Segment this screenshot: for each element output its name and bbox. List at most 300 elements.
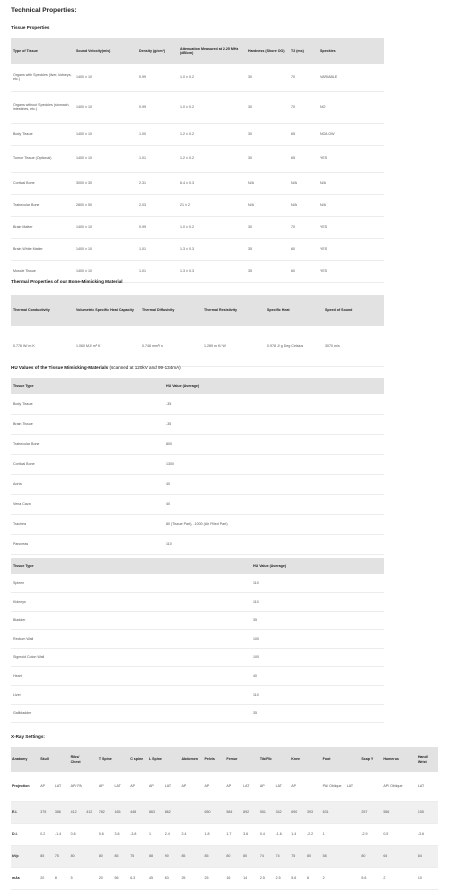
table-cell: 85 [180,845,203,867]
table-cell: 80 [70,845,86,867]
table-cell: -2.9 [360,823,382,845]
column-header: Tissue Type [11,378,164,394]
table-cell: 0.4 [259,823,275,845]
column-header [114,747,130,772]
table-cell: 65 [289,145,318,172]
column-header [404,747,417,772]
column-header: Femur [225,747,242,772]
table-cell: 75 [129,845,148,867]
table-cell: Cortical Bone [11,454,164,474]
table-cell: 25 [180,867,203,889]
table-cell: 1.01 [137,238,178,260]
hu-values-table-2 [11,558,384,723]
column-header: Speckles [318,38,384,64]
table-cell: 35 [251,611,384,630]
table-cell: LAT [54,772,70,801]
table-cell: PA/ Oblique [322,772,346,801]
table-cell: 2 [322,867,346,889]
table-cell: LAT [417,772,438,801]
column-header: C spine [129,747,148,772]
table-row [11,194,384,216]
table-cell: YES [318,216,384,238]
table-cell: N/A [289,194,318,216]
table-cell: 60 [289,238,318,260]
thermal-properties-table [11,295,384,367]
table-cell: Liver [11,686,251,705]
table-cell: 21 ± 2 [178,194,246,216]
hu-values-heading: HU Values of the Tissue Mimicking-Materials (scanned at 120kV and 99-134mA) [11,365,181,370]
table-cell: 40 [251,667,384,686]
table-cell: 5.6 [360,867,382,889]
column-header: Volumetric Specific Heat Capacity [74,295,140,326]
table-cell: 35 [246,260,289,282]
column-header: Ribs/ Chest [70,747,86,772]
table-row [11,593,384,612]
page-title: Technical Properties: [11,7,77,14]
table-cell: 1.2 ± 0.2 [178,145,246,172]
table-cell: 88 [148,845,164,867]
column-header: Tissue Type [11,558,251,574]
table-cell: N/A [318,194,384,216]
table-cell: 2800 ± 50 [74,194,137,216]
table-row [11,238,384,260]
table-header-row [11,378,384,394]
table-cell: 85 [114,845,130,867]
column-header: T Spine [98,747,114,772]
table-row [11,326,384,366]
table-row [11,91,384,123]
table-cell: 0.99 [137,64,178,91]
table-cell: AP/ Oblique [382,772,404,801]
column-header: Thermal Resistivity [202,295,265,326]
table-cell: AP [180,772,203,801]
table-cell: -35 [164,414,384,434]
table-cell: -2.2 [306,823,322,845]
table-cell: -35 [164,394,384,414]
table-cell: Organs with Speckles (liver, kidneys, etc.) [11,64,74,91]
table-row [11,611,384,630]
table-row [11,172,384,194]
table-cell: 20 [39,867,54,889]
column-header [85,747,98,772]
table-cell: 551 [259,801,275,823]
table-cell: 0.2 [39,823,54,845]
table-cell: 375 [39,801,54,823]
table-cell: 0.99 [137,216,178,238]
table-cell: Heart [11,667,251,686]
table-row [11,474,384,494]
table-cell: 1.01 [137,145,178,172]
table-cell: 80 [98,845,114,867]
tissue-properties-heading: Tissue Properties [11,25,50,30]
table-cell [404,867,417,889]
table-cell: 100 [251,630,384,649]
table-row [11,574,384,593]
table-cell: AP [259,772,275,801]
table-cell: 60 [289,260,318,282]
table-cell: 20 [98,867,114,889]
column-header [306,747,322,772]
row-header: D.I. [11,823,39,845]
hu-values-table-1 [11,378,384,555]
table-cell: Brain Matter [11,216,74,238]
table-cell: 165 [114,801,130,823]
table-cell: 1400 ± 10 [74,91,137,123]
table-cell [85,823,98,845]
table-cell [85,772,98,801]
table-cell: 584 [225,801,242,823]
table-cell: N/A [246,172,289,194]
table-cell: Tumor Tissue (Optional) [11,145,74,172]
table-cell: 412 [70,801,86,823]
table-cell [306,772,322,801]
table-cell: 110 [251,574,384,593]
table-row [11,64,384,91]
table-cell: 75 [290,845,306,867]
table-cell [346,867,361,889]
table-cell: 70 [289,91,318,123]
table-cell: 2.31 [137,172,178,194]
table-cell: 30 [246,64,289,91]
table-header-row [11,38,384,64]
table-cell: 25 [203,867,225,889]
column-header: Thermal Conductivity [11,295,74,326]
column-header: Attenuation Measured at 2.25 MHz (dB/cm) [178,38,246,64]
table-cell: Body Tissue [11,394,164,414]
table-cell: 30 [246,91,289,123]
table-cell: 3.6 [114,823,130,845]
table-row [11,123,384,145]
table-cell [404,823,417,845]
table-cell: 84 [417,845,438,867]
table-cell [346,845,361,867]
column-header: Type of Tissue [11,38,74,64]
table-cell: 0.5 [382,823,404,845]
table-cell: 1.8 [203,823,225,845]
table-cell: 1.0 ± 0.2 [178,64,246,91]
table-cell: 10 [417,867,438,889]
thermal-properties-heading: Thermal Properties of our Bone-Mimicking Material [11,279,123,284]
column-header: Skull [39,747,54,772]
table-cell: 800 [164,434,384,454]
table-cell: AP [290,772,306,801]
column-header: Pelvis [203,747,225,772]
table-cell: 1400 ± 10 [74,216,137,238]
table-cell [404,772,417,801]
table-cell: 3.6 [242,823,259,845]
table-cell: 257 [360,801,382,823]
column-header: Sound Velocity(m/s) [74,38,137,64]
table-cell [360,772,382,801]
table-cell: 40 [164,494,384,514]
table-cell: 85 [203,845,225,867]
table-cell: 6.3 [129,867,148,889]
table-cell: 63 [164,867,181,889]
table-cell: 1.3 ± 0.3 [178,260,246,282]
table-cell: 45 [148,867,164,889]
table-row [11,534,384,554]
table-cell: 1300 [164,454,384,474]
table-cell: 1.00 [137,123,178,145]
table-cell: 1.0 ± 0.2 [178,91,246,123]
table-cell: Brain Tissue [11,414,164,434]
table-cell: Cortical Bone [11,172,74,194]
table-cell: AP [39,772,54,801]
table-cell: 65 [289,123,318,145]
column-header: Hand/ Wrist [417,747,438,772]
table-row [11,494,384,514]
table-cell: 110 [164,534,384,554]
table-row [11,867,438,889]
table-cell: 386 [54,801,70,823]
table-cell: 110 [251,686,384,705]
table-cell: Sigmoid Colon Wall [11,648,251,667]
column-header: Humerus [382,747,404,772]
table-cell: 110 [251,593,384,612]
table-cell: 56 [114,867,130,889]
table-row [11,686,384,705]
table-cell: 0.6 [98,823,114,845]
table-cell: AP [129,772,148,801]
table-cell [180,801,203,823]
table-cell: 5 [70,867,86,889]
column-header: Density (g/cm³) [137,38,178,64]
table-cell: -1.6 [275,823,291,845]
table-cell: 40 [164,474,384,494]
table-cell: 1.289 m K/ W [202,326,265,366]
table-cell: 14 [242,867,259,889]
table-cell: 448 [129,801,148,823]
table-cell: Pancreas [11,534,164,554]
table-cell: 80 [306,845,322,867]
table-row [11,801,438,823]
table-cell: 1 [322,823,346,845]
table-cell: 3000 ± 30 [74,172,137,194]
table-row [11,823,438,845]
table-cell [85,867,98,889]
table-cell: 342 [275,801,291,823]
table-row [11,454,384,474]
table-cell: -1.4 [54,823,70,845]
table-cell: AP [225,772,242,801]
table-cell: Body Tissue [11,123,74,145]
table-cell: Trachea [11,514,164,534]
table-cell: Gallbladder [11,704,251,723]
table-cell: 0.6 [70,823,86,845]
table-cell: 80 [242,845,259,867]
row-header: E.I. [11,801,39,823]
table-cell [404,845,417,867]
table-cell: Rectum Wall [11,630,251,649]
table-cell: 8 [54,867,70,889]
column-header [242,747,259,772]
table-cell: 75 [54,845,70,867]
table-cell: LAT [275,772,291,801]
table-cell: 0.99 [137,91,178,123]
table-cell: 1400 ± 10 [74,64,137,91]
table-cell [346,823,361,845]
table-cell: 1400 ± 10 [74,260,137,282]
table-header-row [11,747,438,772]
table-cell: 2 [382,867,404,889]
table-cell: 631 [322,801,346,823]
table-cell: 5.6 [290,867,306,889]
table-cell [85,845,98,867]
column-header: Tib/Fib [259,747,275,772]
table-cell: Kidneys [11,593,251,612]
column-header [275,747,291,772]
table-cell: 2.5 [259,867,275,889]
table-cell: 1 [148,823,164,845]
table-cell: 74 [275,845,291,867]
table-cell: -3.8 [129,823,148,845]
table-cell: 2.4 [180,823,203,845]
column-header: L Spine [148,747,164,772]
table-cell: AP [148,772,164,801]
table-cell: 3070 m/s [323,326,384,366]
table-cell: 58 [322,845,346,867]
table-cell: 1400 ± 10 [74,238,137,260]
table-cell: 412 [85,801,98,823]
table-row [11,648,384,667]
table-cell: 1.01 [137,260,178,282]
column-header [164,747,181,772]
table-cell: 863 [148,801,164,823]
column-header [54,747,70,772]
table-cell: 556 [382,801,404,823]
table-cell: 6.4 ± 0.3 [178,172,246,194]
column-header: HU Value (Average) [164,378,384,394]
table-cell: LAT [164,772,181,801]
table-cell: 80 [360,845,382,867]
table-cell: Vena Cava [11,494,164,514]
table-cell: Trabecular Bone [11,194,74,216]
table-row [11,667,384,686]
table-cell: Bladder [11,611,251,630]
table-cell: N/A [246,194,289,216]
table-cell: 1.4 [290,823,306,845]
table-cell: VARIABLE [318,64,384,91]
table-cell: 650 [203,801,225,823]
table-cell: 8 [306,867,322,889]
table-cell: Organs without Speckles (stomach, intestines, etc.) [11,91,74,123]
table-cell: 2.4 [164,823,181,845]
table-cell: 30 [246,216,289,238]
column-header [346,747,361,772]
table-cell: 1.2 ± 0.2 [178,123,246,145]
column-header: Foot [322,747,346,772]
table-row [11,630,384,649]
table-cell: AP [203,772,225,801]
table-cell [404,801,417,823]
table-cell: 100 [251,648,384,667]
table-row [11,434,384,454]
column-header: Hardness (Shore OO) [246,38,289,64]
column-header: HU Value (Average) [251,558,384,574]
table-cell: NO/LOW [318,123,384,145]
table-row [11,514,384,534]
table-cell: LAT [242,772,259,801]
row-header: Anatomy [11,747,39,772]
table-cell: AP/ PA [70,772,86,801]
table-cell: 690 [290,801,306,823]
table-cell: 393 [306,801,322,823]
column-header: Thermal Diffusivity [140,295,202,326]
xray-settings-heading: X-Ray Settings: [11,734,45,739]
xray-settings-table [11,747,438,890]
row-header: kVp [11,845,39,867]
table-cell: Aorta [11,474,164,494]
column-header: Abdomen [180,747,203,772]
table-cell: 64 [382,845,404,867]
table-cell: 0.746 mm²/ s [140,326,202,366]
table-row [11,772,438,801]
column-header: Speed of Sound [323,295,384,326]
table-cell: AP [98,772,114,801]
table-cell: 155 [417,801,438,823]
table-cell [346,801,361,823]
table-cell: Brain White Matter [11,238,74,260]
table-cell: 1.7 [225,823,242,845]
table-cell: YES [318,238,384,260]
table-cell: LAT [114,772,130,801]
tissue-properties-table [11,38,384,283]
table-header-row [11,295,384,326]
table-row [11,145,384,172]
row-header: mAs [11,867,39,889]
table-cell: 80 (Tissue Part), -1000 (Air Filled Part) [164,514,384,534]
table-cell: 1.0 ± 0.2 [178,216,246,238]
table-cell: YES [318,145,384,172]
table-row [11,845,438,867]
table-cell: 90 [164,845,181,867]
table-cell: 0.776 W/ m K [11,326,74,366]
table-cell: LAT [346,772,361,801]
table-cell: 782 [98,801,114,823]
table-cell: 85 [39,845,54,867]
table-cell: 80 [225,845,242,867]
table-cell: N/A [289,172,318,194]
table-cell: Spleen [11,574,251,593]
table-cell: 0.978 J/ g Deg Celsius [265,326,323,366]
table-cell: 892 [242,801,259,823]
table-cell: 2.5 [275,867,291,889]
table-cell: 1.060 MJ/ m³ K [74,326,140,366]
table-header-row [11,558,384,574]
table-cell: YES [318,260,384,282]
table-cell: -3.6 [417,823,438,845]
table-cell: 16 [225,867,242,889]
table-cell: 1400 ± 10 [74,123,137,145]
table-cell: 30 [246,145,289,172]
column-header: Knee [290,747,306,772]
column-header: T2 (ms) [289,38,318,64]
table-cell: NO [318,91,384,123]
table-cell: 1.3 ± 0.3 [178,238,246,260]
row-header: Projection [11,772,39,801]
table-cell: Trabecular Bone [11,434,164,454]
table-cell: Muscle Tissue [11,260,74,282]
table-cell: 1400 ± 10 [74,145,137,172]
table-cell: 70 [289,64,318,91]
column-header: Scap Y [360,747,382,772]
table-cell: 2.03 [137,194,178,216]
table-cell: 30 [246,123,289,145]
table-cell: 35 [251,704,384,723]
table-row [11,414,384,434]
table-cell: 862 [164,801,181,823]
table-cell: N/A [318,172,384,194]
